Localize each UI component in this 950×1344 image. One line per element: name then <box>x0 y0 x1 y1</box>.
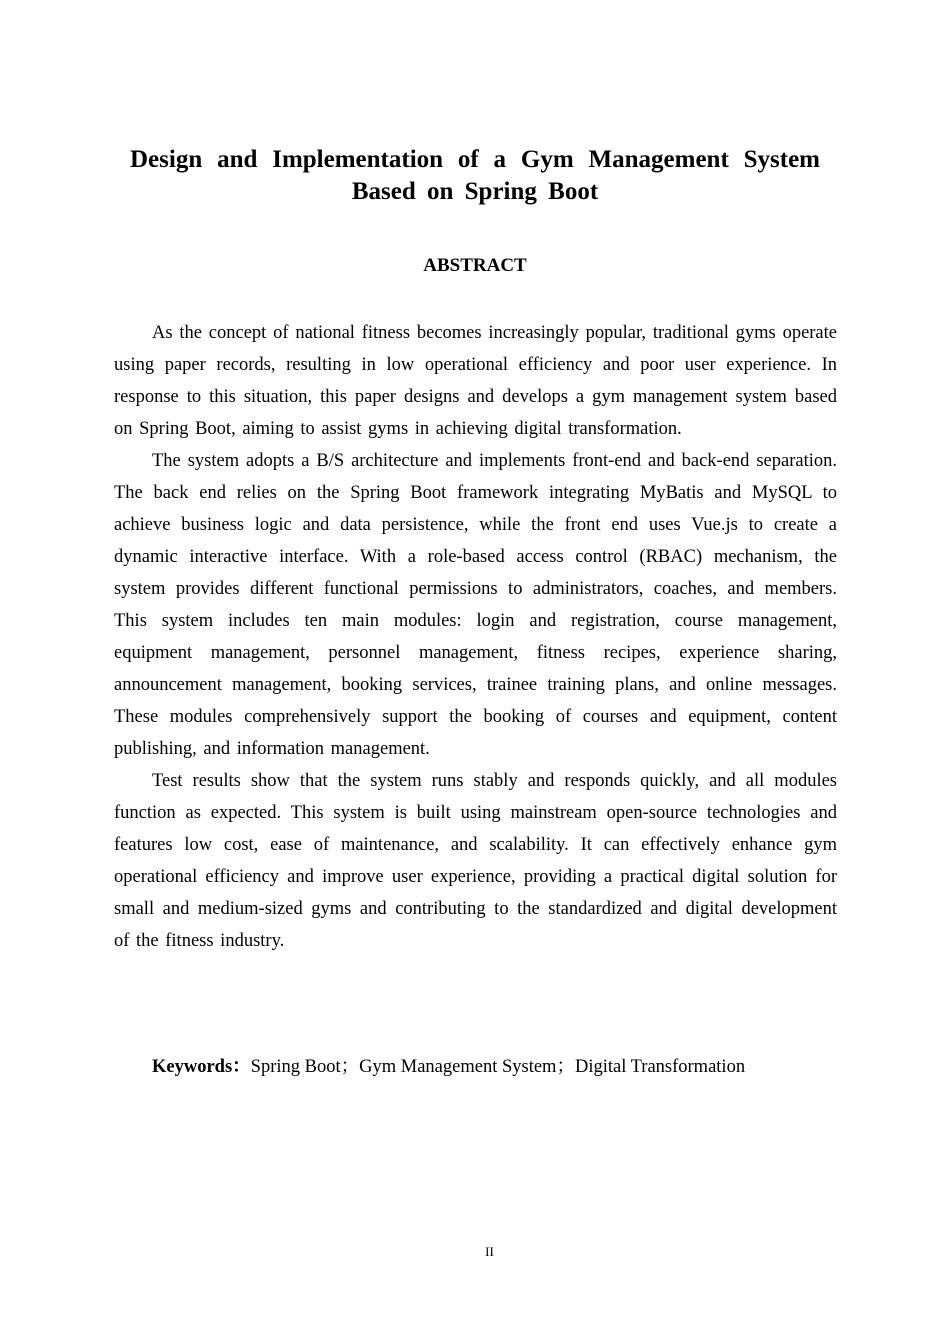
abstract-heading: ABSTRACT <box>423 255 527 276</box>
keywords-line <box>152 1053 852 1081</box>
keyword-item: Spring Boot <box>250 1057 341 1077</box>
keyword-item: Gym Management System <box>359 1057 557 1077</box>
keyword-item: Digital Transformation <box>574 1057 746 1077</box>
page-number: II <box>485 1244 494 1259</box>
keyword-separator: ； <box>340 1057 360 1077</box>
paper-title: Design and Implementation of a Gym Management System Based on Spring Boot <box>130 146 820 205</box>
keyword-separator: ； <box>556 1057 575 1077</box>
abstract-body <box>114 317 837 957</box>
keywords-label: Keywords： <box>152 1057 251 1077</box>
abstract-paragraph-1: As the concept of national fitness becomes increasingly popular, traditional gyms operate using paper records, resulting in low operational efficiency and poor user experience. In response to this situation, this paper designs and develops a gym management system based on Spring Boot, aiming to assist gyms in achieving digital transformation. <box>114 323 837 439</box>
abstract-paragraph-2: The system adopts a B/S architecture and implements front-end and back-end separation. The back end relies on the Spring Boot framework integrating MyBatis and MySQL to achieve business logic and data persistence, while the front end uses Vue.js to create a dynamic interactive interface. With a role-based access control (RBAC) mechanism, the system provides different functional permissions to administrators, coaches, and members. This system includes ten main modules: login and registration, course management, equipment management, personnel management, fitness recipes, experience sharing, announcement management, booking services, trainee training plans, and online messages. These modules comprehensively support the booking of courses and equipment, content publishing, and information management. <box>114 451 837 759</box>
abstract-paragraph-3: Test results show that the system runs stably and responds quickly, and all modules function as expected. This system is built using mainstream open-source technologies and features low cost, ease of maintenance, and scalability. It can effectively enhance gym operational efficiency and improve user experience, providing a practical digital solution for small and medium-sized gyms and contributing to the standardized and digital development of the fitness industry. <box>114 771 837 951</box>
